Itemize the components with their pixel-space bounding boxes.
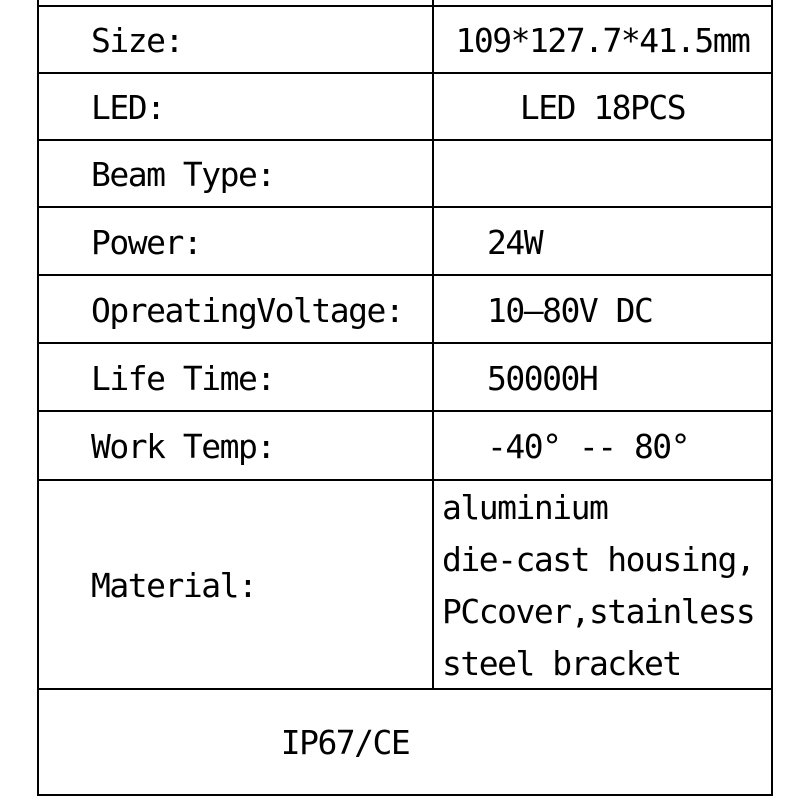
spec-label: Life Time: [39, 344, 434, 412]
spec-label: OpreatingVoltage: [39, 276, 434, 344]
spec-label: Size: [39, 7, 434, 74]
spec-row-work-temp [39, 410, 771, 481]
spec-value [434, 141, 771, 208]
spec-label: LED: [39, 74, 434, 141]
spec-row-power [39, 206, 771, 276]
spec-value: -40° -- 80° [487, 427, 690, 466]
spec-label: Work Temp: [39, 412, 434, 481]
spec-row-life-time [39, 342, 771, 412]
spec-label: Material: [39, 481, 434, 690]
spec-table [37, 0, 773, 796]
spec-value: 24W [487, 222, 543, 262]
spec-row-voltage [39, 274, 771, 344]
material-line: steel bracket [442, 643, 681, 683]
material-line: aluminium [442, 487, 608, 527]
spec-row-beam-type [39, 139, 771, 208]
spec-value-multiline [434, 481, 771, 690]
spec-row-certification [39, 688, 771, 794]
spec-label: Power: [39, 208, 434, 276]
spec-value: 10—80V DC [487, 290, 653, 330]
spec-label: Beam Type: [39, 141, 434, 208]
spec-row-material [39, 479, 771, 690]
spec-row-size [39, 5, 771, 74]
spec-row-led [39, 72, 771, 141]
spec-value: 50000H [487, 358, 598, 398]
material-line: die-cast housing, [442, 539, 755, 579]
material-line: PCcover,stainless [442, 591, 755, 631]
certification-text: IP67/CE [280, 722, 410, 762]
spec-value: 109*127.7*41.5mm [455, 21, 750, 60]
spec-value: LED 18PCS [519, 88, 686, 127]
